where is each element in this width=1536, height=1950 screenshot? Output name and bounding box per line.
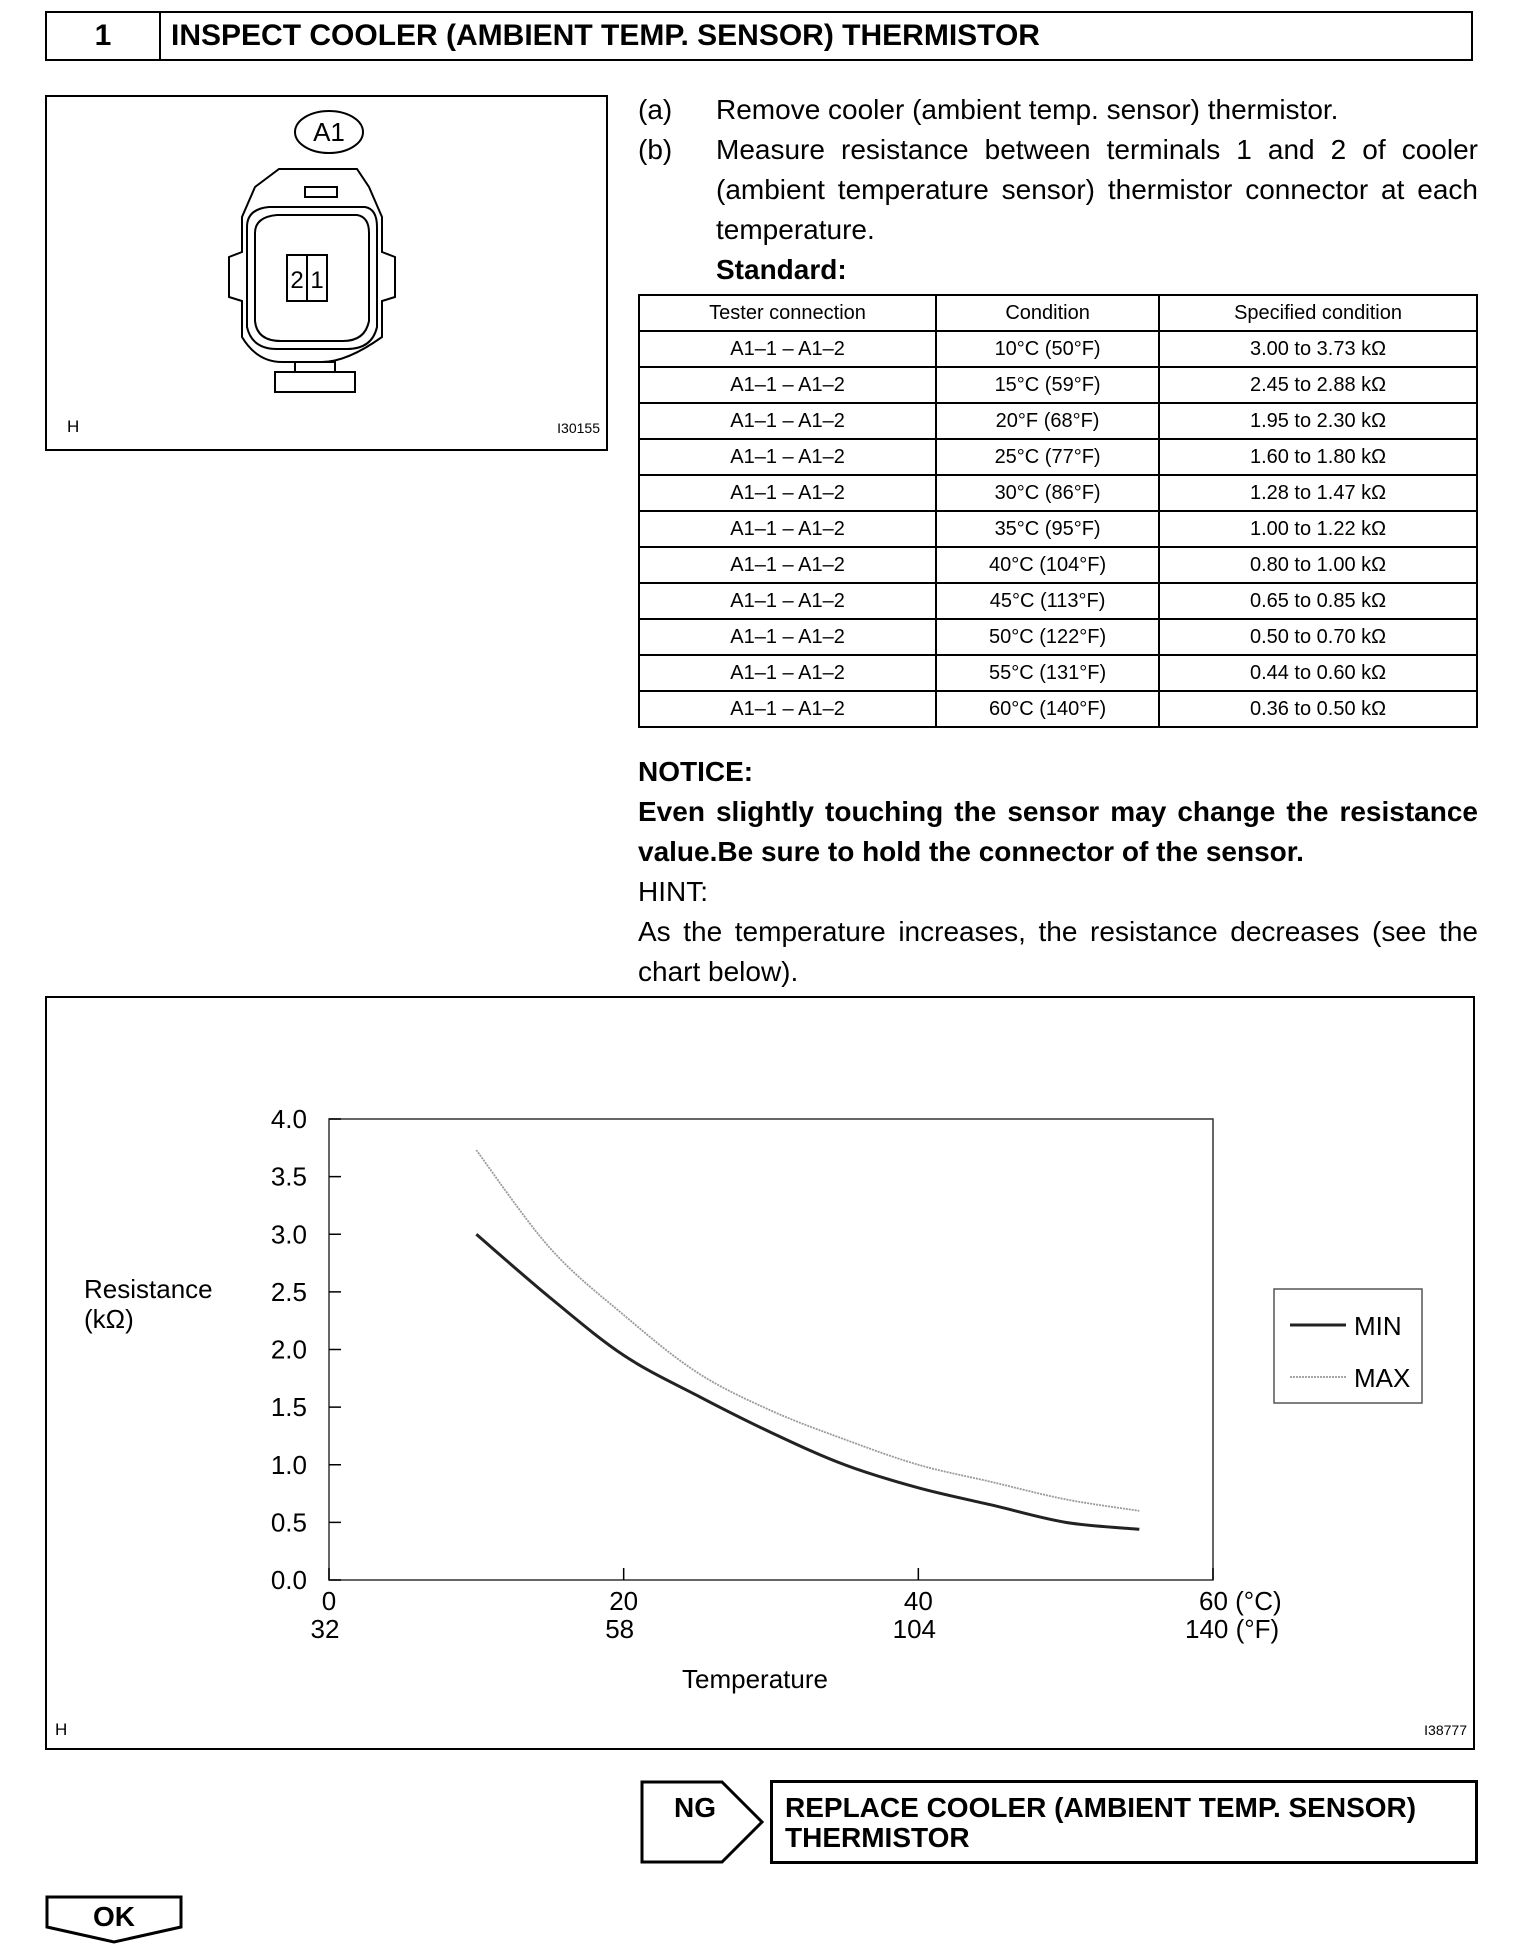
table-row bbox=[639, 439, 1477, 475]
table-cell: 55°C (131°F) bbox=[936, 655, 1159, 691]
ng-result bbox=[640, 1780, 770, 1864]
x-tick-label-c: 0 bbox=[321, 1586, 337, 1616]
x-tick-label-c: 20 bbox=[609, 1586, 639, 1616]
table-cell: 20°F (68°F) bbox=[936, 403, 1159, 439]
resistance-chart bbox=[47, 998, 1473, 1748]
ok-result bbox=[45, 1895, 183, 1945]
figure-id: I30155 bbox=[557, 420, 600, 436]
spec-table bbox=[638, 294, 1478, 728]
hint-label: HINT: bbox=[638, 876, 708, 907]
table-row bbox=[639, 475, 1477, 511]
table-cell: 30°C (86°F) bbox=[936, 475, 1159, 511]
x-axis-label: Temperature bbox=[682, 1664, 828, 1694]
table-cell: A1–1 – A1–2 bbox=[639, 511, 936, 547]
table-cell: A1–1 – A1–2 bbox=[639, 475, 936, 511]
pin-1-label: 1 bbox=[310, 267, 324, 294]
figure-corner-mark: H bbox=[55, 1720, 68, 1739]
y-tick-label: 2.5 bbox=[270, 1276, 307, 1307]
table-cell: 2.45 to 2.88 kΩ bbox=[1159, 367, 1477, 403]
series-line-max bbox=[476, 1150, 1139, 1511]
plot-area bbox=[329, 1119, 1213, 1580]
connector-label: A1 bbox=[313, 117, 345, 147]
x-tick-label-c: 40 bbox=[903, 1586, 933, 1616]
table-cell: 60°C (140°F) bbox=[936, 691, 1159, 727]
table-cell: 1.60 to 1.80 kΩ bbox=[1159, 439, 1477, 475]
figure-corner-mark: H bbox=[67, 417, 80, 436]
table-row bbox=[639, 691, 1477, 727]
table-cell: A1–1 – A1–2 bbox=[639, 619, 936, 655]
y-tick-label: 2.0 bbox=[270, 1334, 307, 1365]
connector-diagram bbox=[47, 97, 606, 449]
table-row bbox=[639, 367, 1477, 403]
table-cell: 25°C (77°F) bbox=[936, 439, 1159, 475]
y-tick-label: 4.0 bbox=[270, 1104, 307, 1134]
table-cell: 15°C (59°F) bbox=[936, 367, 1159, 403]
table-cell: A1–1 – A1–2 bbox=[639, 583, 936, 619]
ng-label: NG bbox=[674, 1792, 716, 1823]
connector-figure bbox=[45, 95, 608, 451]
y-tick-label: 0.0 bbox=[270, 1565, 307, 1595]
table-cell: A1–1 – A1–2 bbox=[639, 403, 936, 439]
table-row bbox=[639, 655, 1477, 691]
table-cell: 0.36 to 0.50 kΩ bbox=[1159, 691, 1477, 727]
legend-label: MIN bbox=[1354, 1311, 1402, 1341]
notice-label: NOTICE: bbox=[638, 756, 754, 787]
table-row bbox=[639, 583, 1477, 619]
y-axis-label: Resistance bbox=[84, 1274, 213, 1304]
y-tick-label: 1.5 bbox=[270, 1392, 307, 1423]
instruction-letter: (b) bbox=[638, 134, 673, 165]
figure-id: I38777 bbox=[1424, 1722, 1467, 1738]
notice-text: Even slightly touching the sensor may change the resistance value.Be sure to hold the connector of the sensor. bbox=[638, 796, 1478, 867]
table-cell: 1.00 to 1.22 kΩ bbox=[1159, 511, 1477, 547]
table-header: Condition bbox=[936, 295, 1159, 331]
table-cell: A1–1 – A1–2 bbox=[639, 367, 936, 403]
replace-action-box bbox=[770, 1780, 1478, 1864]
table-row bbox=[639, 511, 1477, 547]
table-cell: A1–1 – A1–2 bbox=[639, 439, 936, 475]
x-tick-label-f: 104 bbox=[892, 1614, 937, 1644]
table-cell: 0.80 to 1.00 kΩ bbox=[1159, 547, 1477, 583]
table-header-row bbox=[639, 295, 1477, 331]
table-row bbox=[639, 403, 1477, 439]
table-cell: 0.50 to 0.70 kΩ bbox=[1159, 619, 1477, 655]
x-tick-label-f: 58 bbox=[605, 1614, 635, 1644]
chart-figure bbox=[45, 996, 1475, 1750]
series-line-min bbox=[476, 1234, 1139, 1529]
ok-label: OK bbox=[93, 1901, 135, 1932]
y-axis-label: (kΩ) bbox=[84, 1304, 134, 1334]
table-cell: 35°C (95°F) bbox=[936, 511, 1159, 547]
table-cell: A1–1 – A1–2 bbox=[639, 547, 936, 583]
instruction-text: Measure resistance between terminals 1 and 2 of cooler (ambient temperature sensor) thermistor connector at each temperature. bbox=[716, 134, 1478, 245]
y-tick-label: 3.0 bbox=[270, 1219, 307, 1250]
standard-label: Standard: bbox=[716, 254, 847, 285]
table-header: Tester connection bbox=[639, 295, 936, 331]
table-cell: A1–1 – A1–2 bbox=[639, 655, 936, 691]
table-header: Specified condition bbox=[1159, 295, 1477, 331]
instruction-text: Remove cooler (ambient temp. sensor) thermistor. bbox=[716, 94, 1339, 125]
table-cell: 1.95 to 2.30 kΩ bbox=[1159, 403, 1477, 439]
y-tick-label: 3.5 bbox=[270, 1161, 307, 1192]
pin-2-label: 2 bbox=[290, 267, 304, 294]
table-cell: 3.00 to 3.73 kΩ bbox=[1159, 331, 1477, 367]
table-cell: 40°C (104°F) bbox=[936, 547, 1159, 583]
x-tick-label-f: 32 bbox=[310, 1614, 340, 1644]
step-header bbox=[45, 11, 1473, 61]
replace-action-line1: REPLACE COOLER (AMBIENT TEMP. SENSOR) bbox=[785, 1792, 1417, 1823]
replace-action-line2: THERMISTOR bbox=[785, 1822, 970, 1853]
step-title: INSPECT COOLER (AMBIENT TEMP. SENSOR) THERMISTOR bbox=[171, 19, 1040, 52]
table-cell: 1.28 to 1.47 kΩ bbox=[1159, 475, 1477, 511]
table-cell: 45°C (113°F) bbox=[936, 583, 1159, 619]
table-cell: A1–1 – A1–2 bbox=[639, 331, 936, 367]
table-cell: 10°C (50°F) bbox=[936, 331, 1159, 367]
x-tick-label-c: 60 (°C) bbox=[1199, 1586, 1282, 1616]
y-tick-label: 1.0 bbox=[270, 1449, 307, 1480]
table-cell: 0.44 to 0.60 kΩ bbox=[1159, 655, 1477, 691]
table-row bbox=[639, 547, 1477, 583]
legend-label: MAX bbox=[1354, 1363, 1411, 1393]
instruction-letter: (a) bbox=[638, 94, 673, 125]
table-row bbox=[639, 619, 1477, 655]
step-number: 1 bbox=[47, 13, 161, 59]
hint-text: As the temperature increases, the resistance decreases (see the chart below). bbox=[638, 916, 1478, 987]
table-cell: 0.65 to 0.85 kΩ bbox=[1159, 583, 1477, 619]
table-row bbox=[639, 331, 1477, 367]
x-tick-label-f: 140 (°F) bbox=[1185, 1614, 1280, 1644]
table-cell: A1–1 – A1–2 bbox=[639, 691, 936, 727]
table-cell: 50°C (122°F) bbox=[936, 619, 1159, 655]
y-tick-label: 0.5 bbox=[270, 1507, 307, 1538]
